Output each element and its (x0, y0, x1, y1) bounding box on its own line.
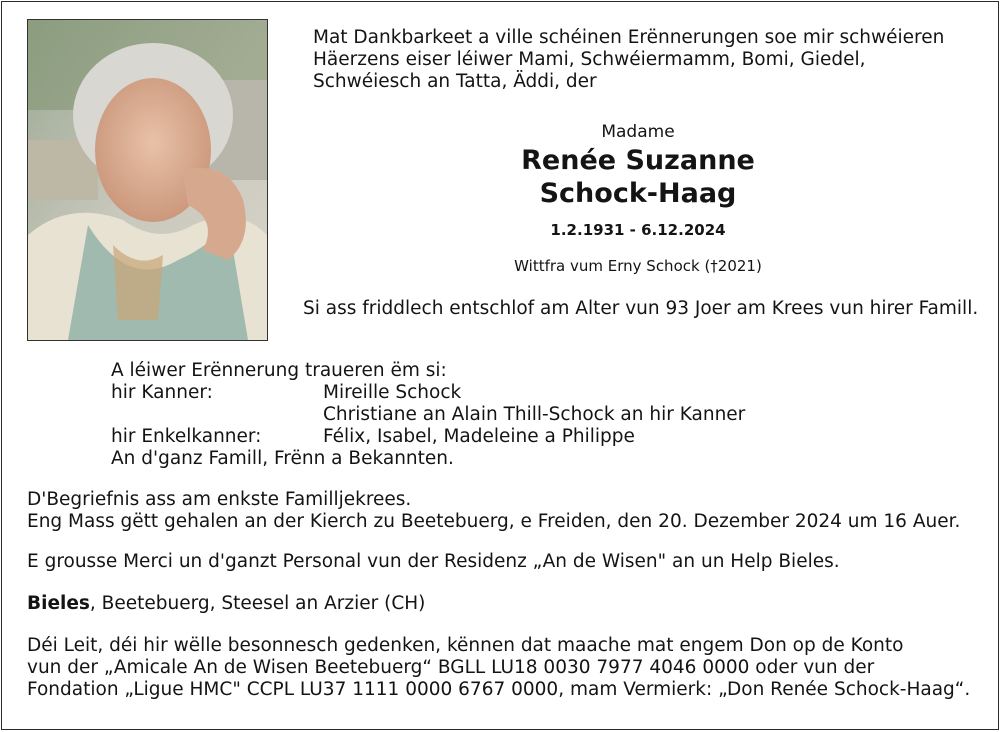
thanks-text: E grousse Merci un d'ganzt Personal vun der Residenz „An de Wisen" an un Help Bieles. (27, 551, 840, 572)
mourners-heading: A léiwer Erënnerung traueren ëm si: (111, 360, 447, 381)
donation-info (27, 635, 970, 701)
grandchildren-label: hir Enkelkanner: (111, 426, 262, 447)
places-line (27, 593, 425, 615)
donation-line: vun der „Amicale An de Wisen Beetebuerg“ BGLL LU18 0030 7977 4046 0000 oder vun der (27, 657, 875, 678)
donation-line: Fondation „Ligue HMC" CCPL LU37 1111 0000 6767 0000, mam Vermierk: „Don Renée Schock-Haag“. (27, 679, 971, 700)
widow-of: Wittfra vum Erny Schock (†2021) (514, 257, 762, 275)
funeral-line: Eng Mass gëtt gehalen an der Kierch zu Beetebuerg, e Freiden, den 20. Dezember 2024 um 16 Auer. (27, 511, 961, 532)
intro-text (313, 27, 944, 93)
funeral-info (27, 489, 960, 533)
intro-line: Häerzens eiser léiwer Mami, Schwéiermamm, Bomi, Giedel, (313, 49, 866, 70)
grandchildren-names: Félix, Isabel, Madeleine a Philippe (323, 426, 635, 447)
intro-line: Mat Dankbarkeet a ville schéinen Erënnerungen soe mir schwéieren (313, 27, 945, 48)
obituary-notice (1, 1, 999, 730)
intro-line: Schwéiesch an Tatta, Äddi, der (313, 71, 597, 92)
passed-text: Si ass friddlech entschlof am Alter vun 93 Joer am Krees vun hirer Famill. (303, 298, 979, 319)
deceased-name (313, 144, 963, 210)
name-line-1: Renée Suzanne (521, 145, 755, 176)
honorific: Madame (601, 122, 675, 142)
children-label: hir Kanner: (111, 382, 213, 403)
children-name: Christiane an Alain Thill-Schock an hir Kanner (323, 404, 746, 425)
life-dates: 1.2.1931 - 6.12.2024 (550, 221, 726, 239)
mourners-list (111, 360, 745, 470)
children-name: Mireille Schock (323, 382, 462, 403)
places-rest: , Beetebuerg, Steesel an Arzier (CH) (89, 593, 426, 614)
name-line-2: Schock-Haag (539, 178, 737, 209)
mourners-closing: An d'ganz Famill, Frënn a Bekannten. (111, 448, 454, 469)
portrait-photo (27, 19, 268, 341)
funeral-line: D'Begriefnis ass am enkste Familljekrees. (27, 489, 412, 510)
places-bold: Bieles (27, 593, 90, 614)
donation-line: Déi Leit, déi hir wëlle besonnesch gedenken, kënnen dat maache mat engem Don op de Konto (27, 635, 904, 656)
